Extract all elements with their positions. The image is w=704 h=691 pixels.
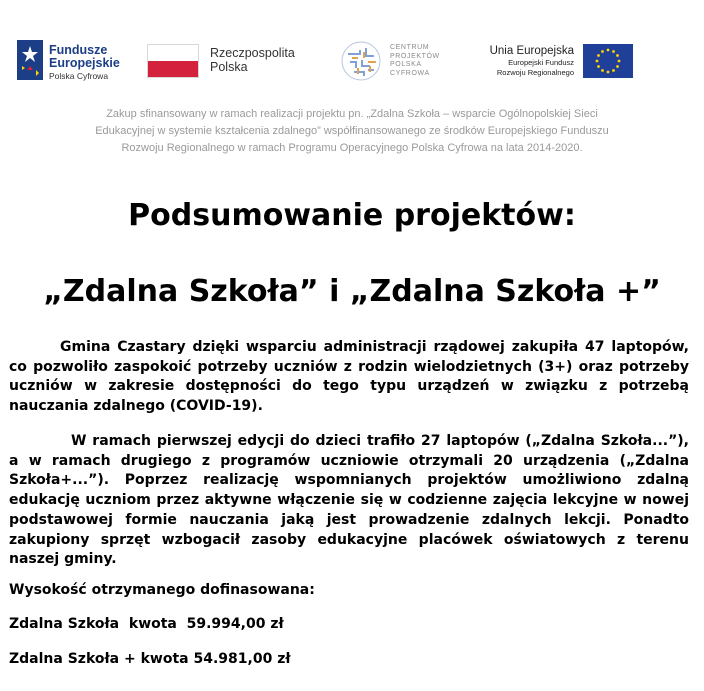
amount-zdalna-szkola-plus: Zdalna Szkoła + kwota 54.981,00 zł (9, 651, 291, 667)
funding-note (0, 106, 704, 157)
fe-line2: Europejskie (49, 56, 120, 70)
cpp-line1: CENTRUM (390, 44, 430, 51)
unia-europejska-logo (0, 36, 640, 88)
cpp-line3: POLSKA (390, 61, 422, 68)
funding-heading: Wysokość otrzymanego dofinasowana: (9, 582, 315, 598)
cpp-line4: CYFROWA (390, 69, 430, 77)
page-title: Podsumowanie projektów: (128, 198, 576, 233)
rp-line1: Rzeczpospolita (210, 46, 295, 60)
fe-line1: Fundusze (49, 43, 108, 57)
funding-note-line1: Zakup sfinansowany w ramach realizacji projektu pn. „Zdalna Szkoła – wsparcie Ogólnopolskiej Sieci (106, 108, 598, 120)
paragraph-editions: W ramach pierwszej edycji do dzieci trafiło 27 laptopów („Zdalna Szkoła...”), a w ramach drugiego z programów uczniowie otrzymali 20 urządzenia („Zdalna Szkoła+...”). Poprzez realizację wspomnianych projektów umożliwiono zdalną edukację uczniom przez aktywne włączenie się w codzienne zajęcia lekcyjne w nowej podstawowej formie nauczania jaką jest prowadzenie zdalnych lekcji. Ponadto zakupiony sprzęt wzbogacił zasoby edukacyjne placówek oświatowych z terenu naszej gminy. (9, 433, 689, 568)
ue-line2: Europejski Fundusz (508, 58, 574, 67)
eu-flag-icon (583, 44, 633, 78)
ue-line3: Rozwoju Regionalnego (496, 67, 574, 77)
rp-line2: Polska (210, 60, 248, 74)
fe-line3: Polska Cyfrowa (49, 71, 109, 81)
page-subtitle: „Zdalna Szkoła” i „Zdalna Szkoła +” (43, 274, 661, 309)
paragraph-laptops: Gmina Czastary dzięki wsparciu administracji rządowej zakupiła 47 laptopów, co pozwoliło zaspokoić potrzeby uczniów z rodzin wielodzietnych (3+) oraz potrzeby uczniów w zakresie dostępności do tego typu urządzeń w związku z potrzebą nauczania zdalnego (COVID-19). (9, 339, 689, 415)
ue-line1: Unia Europejska (489, 45, 574, 57)
funding-note-line3: Rozwoju Regionalnego w ramach Programu Operacyjnego Polska Cyfrowa na lata 2014-2020. (121, 142, 583, 154)
amount-zdalna-szkola: Zdalna Szkoła kwota 59.994,00 zł (9, 616, 284, 632)
logo-bar (0, 36, 704, 88)
cpp-line2: PROJEKTÓW (390, 52, 440, 60)
funding-note-line2: Edukacyjnej w systemie kształcenia zdalnego” współfinansowanego ze środków Europejskiego Funduszu (95, 125, 609, 137)
